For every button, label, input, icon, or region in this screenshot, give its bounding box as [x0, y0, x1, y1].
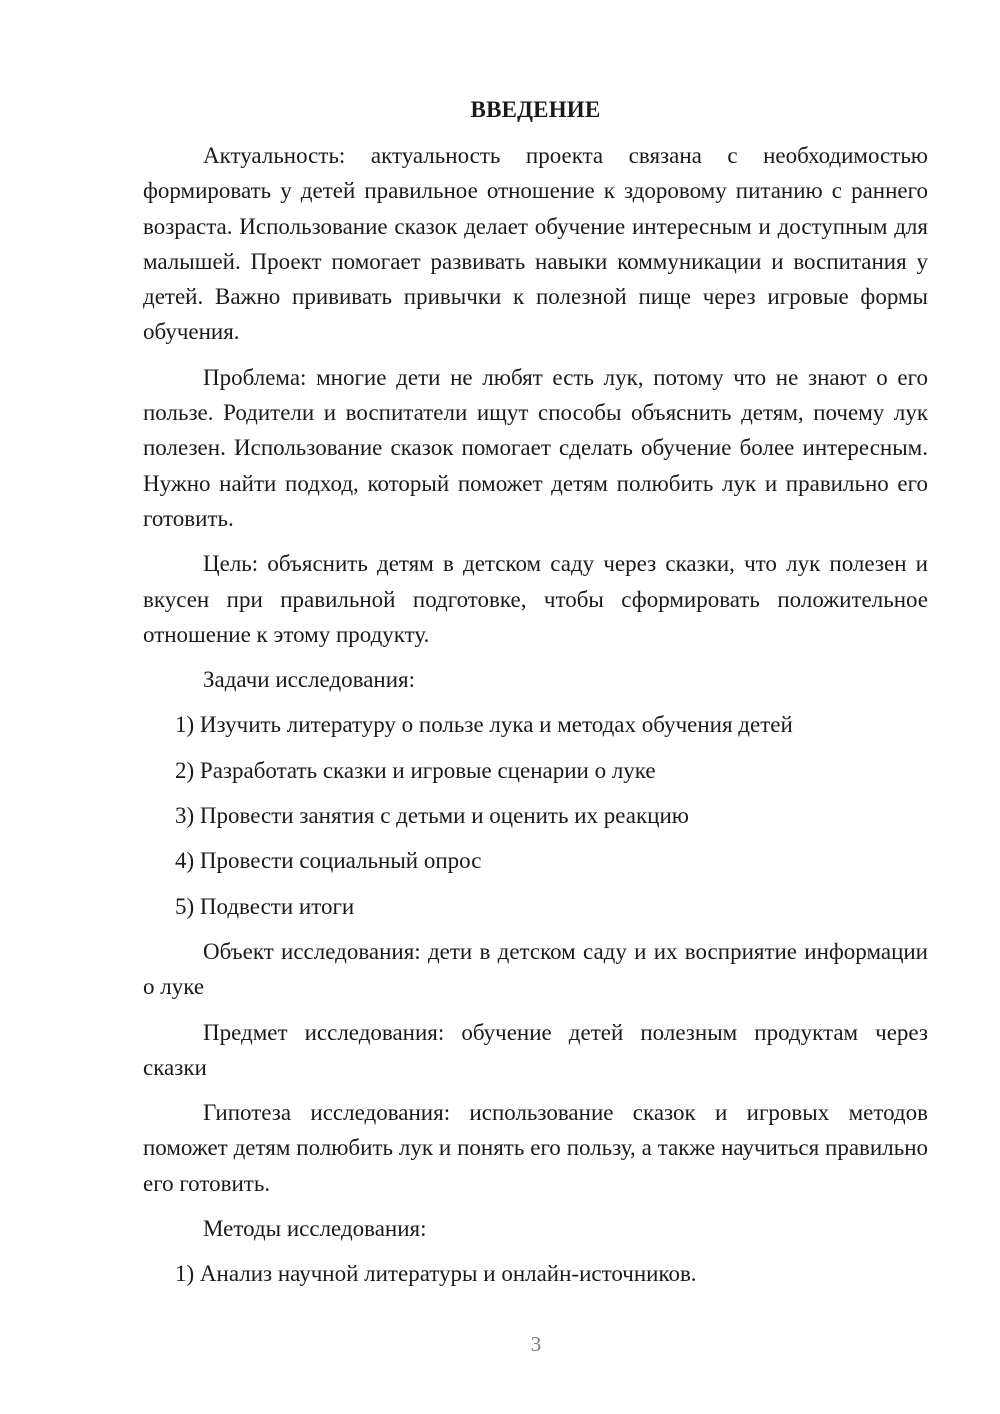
paragraph-relevance: Актуальность: актуальность проекта связана с необходимостью формировать у детей правильное отношение к здоровому питанию с раннего возраста. Использование сказок делает обучение интересным и доступным для малышей. Проект помогает развивать навыки коммуникации и воспитания у детей. Важно прививать привычки к полезной пище через игровые формы обучения. [143, 143, 928, 345]
task-item: 2) Разработать сказки и игровые сценарии о луке [175, 757, 656, 783]
paragraph-hypothesis: Гипотеза исследования: использование сказок и игровых методов поможет детям полюбить лук и понять его пользу, а также научиться правильно его готовить. [143, 1100, 928, 1196]
method-item: 1) Анализ научной литературы и онлайн-источников. [175, 1261, 697, 1287]
page-content [143, 94, 928, 1302]
paragraph-goal: Цель: объяснить детям в детском саду через сказки, что лук полезен и вкусен при правильной подготовке, чтобы сформировать положительное отношение к этому продукту. [143, 551, 928, 647]
page-number: 3 [530, 1332, 542, 1356]
task-item: 5) Подвести итоги [175, 893, 355, 919]
tasks-heading: Задачи исследования: [203, 667, 416, 693]
paragraph-object: Объект исследования: дети в детском саду и их восприятие информации о луке [143, 938, 928, 1000]
methods-heading: Методы исследования: [203, 1216, 427, 1242]
paragraph-problem: Проблема: многие дети не любят есть лук, потому что не знают о его пользе. Родители и воспитатели ищут способы объяснить детям, почему лук полезен. Использование сказок помогает сделать обучение более интересным. Нужно найти подход, который поможет детям полюбить лук и правильно его готовить. [143, 364, 928, 531]
task-item: 4) Провести социальный опрос [175, 848, 482, 874]
paragraph-subject: Предмет исследования: обучение детей полезным продуктам через сказки [143, 1019, 928, 1080]
task-item: 3) Провести занятия с детьми и оценить их реакцию [175, 803, 689, 829]
task-item: 1) Изучить литературу о пользе лука и методах обучения детей [175, 712, 793, 738]
page-title: ВВЕДЕНИЕ [470, 97, 601, 122]
